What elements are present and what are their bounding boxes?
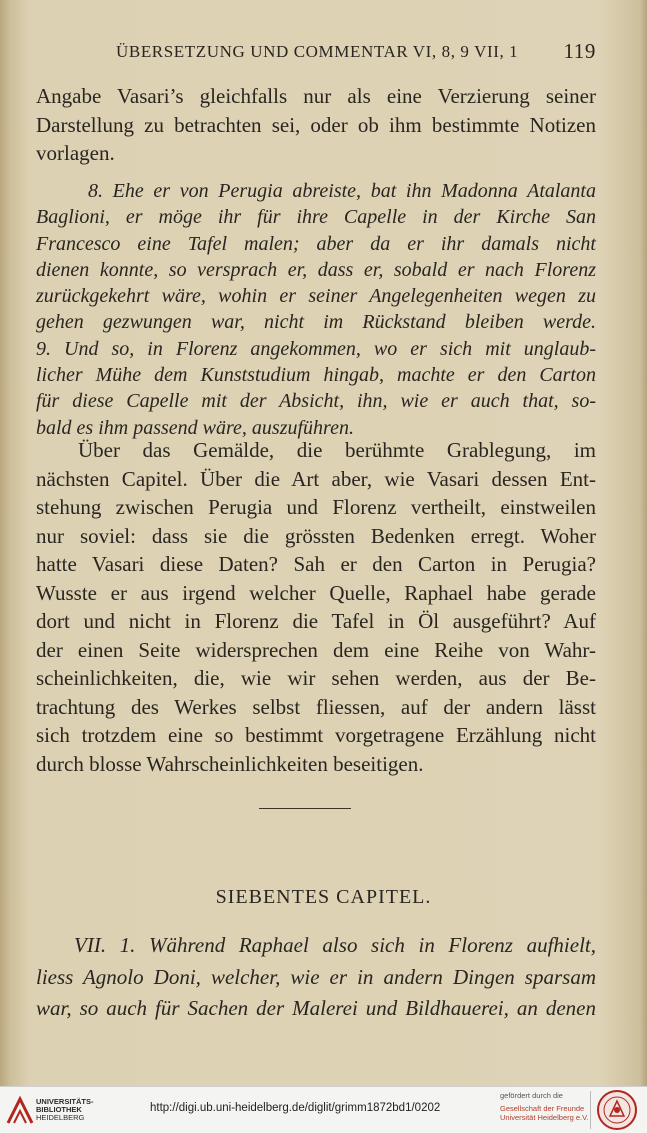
text-line: Darstellung zu betrachten sei, oder ob ihm bestimmte Notizen <box>36 112 596 137</box>
university-seal-icon <box>596 1089 638 1131</box>
footer-divider <box>590 1091 591 1129</box>
text-line: sich trotzdem eine so bestimmt vorgetragene Erzählung nicht <box>36 723 596 747</box>
library-name: UNIVERSITÄTS- BIBLIOTHEK HEIDELBERG <box>36 1097 94 1122</box>
digitization-footer <box>0 1086 647 1133</box>
permalink-url[interactable]: http://digi.ub.uni-heidelberg.de/diglit/grimm1872bd1/0202 <box>150 1102 441 1114</box>
text-line: vorlagen. <box>36 141 115 165</box>
text-line: VII. 1. Während Raphael also sich in Florenz aufhielt, <box>74 933 596 957</box>
text-line: dort und nicht in Florenz die Tafel in Öl ausgeführt? Auf <box>36 609 596 633</box>
text-line: nächsten Capitel. Über die Art aber, wie Vasari dessen Ent- <box>36 466 596 491</box>
chapter-heading: SIEBENTES CAPITEL. <box>215 886 432 908</box>
library-logo-icon <box>6 1095 34 1125</box>
running-title: ÜBERSETZUNG UND COMMENTAR VI, 8, 9 VII, 1 <box>116 42 519 61</box>
paragraph-3 <box>36 436 596 778</box>
text-line: liess Agnolo Doni, welcher, wie er in andern Dingen sparsam <box>36 964 596 989</box>
text-line: war, so auch für Sachen der Malerei und Bildhauerei, an denen <box>36 996 596 1020</box>
text-line: Wusste er aus irgend welcher Quelle, Raphael habe gerade <box>36 580 596 605</box>
text-line: Francesco eine Tafel malen; aber da er ihr damals nicht <box>36 232 596 255</box>
paragraph-1 <box>36 82 596 168</box>
paragraph-2 <box>36 178 596 441</box>
text-line: dienen konnte, so versprach er, dass er, sobald er nach Florenz <box>36 258 596 281</box>
text-line: Über das Gemälde, die berühmte Grablegung, im <box>78 438 596 462</box>
page-number: 119 <box>563 39 596 63</box>
text-line: für diese Capelle mit der Absicht, ihn, wie er auch that, so- <box>36 390 596 413</box>
sponsor-credit: gefördert durch die Gesellschaft der Freunde Universität Heidelberg e.V. <box>500 1091 589 1122</box>
text-line: zurückgekehrt wäre, wohin er seiner Angelegenheiten wegen zu <box>36 285 596 308</box>
text-line: durch blosse Wahrscheinlichkeiten beseitigen. <box>36 751 424 776</box>
text-line: stehung zwischen Perugia und Florenz vertheilt, einstweilen <box>36 495 596 519</box>
paragraph-4 <box>36 930 596 1025</box>
text-line: gehen gezwungen war, nicht im Rückstand bleiben werde. <box>36 311 596 334</box>
text-line: bald es ihm passend wäre, auszuführen. <box>36 416 354 439</box>
text-line: nur soviel: dass sie die grössten Bedenken erregt. Woher <box>36 523 596 548</box>
text-line: 8. Ehe er von Perugia abreiste, bat ihn Madonna Atalanta <box>88 180 596 202</box>
text-line: trachtung des Werkes selbst fliessen, auf der andern lässt <box>36 694 596 719</box>
text-line: Baglioni, er möge ihr für ihre Capelle in der Kirche San <box>36 206 596 229</box>
text-line: scheinlichkeiten, die, wie wir sehen werden, aus der Be- <box>36 666 596 690</box>
text-line: licher Mühe dem Kunststudium hingab, machte er den Carton <box>36 364 596 387</box>
text-line: hatte Vasari diese Daten? Sah er den Carton in Perugia? <box>36 552 596 576</box>
text-line: 9. Und so, in Florenz angekommen, wo er sich mit unglaub- <box>36 337 596 360</box>
section-divider <box>259 808 351 809</box>
text-line: der einen Seite widersprechen dem eine Reihe von Wahr- <box>36 637 596 662</box>
text-line: Angabe Vasari’s gleichfalls nur als eine Verzierung seiner <box>36 84 596 108</box>
